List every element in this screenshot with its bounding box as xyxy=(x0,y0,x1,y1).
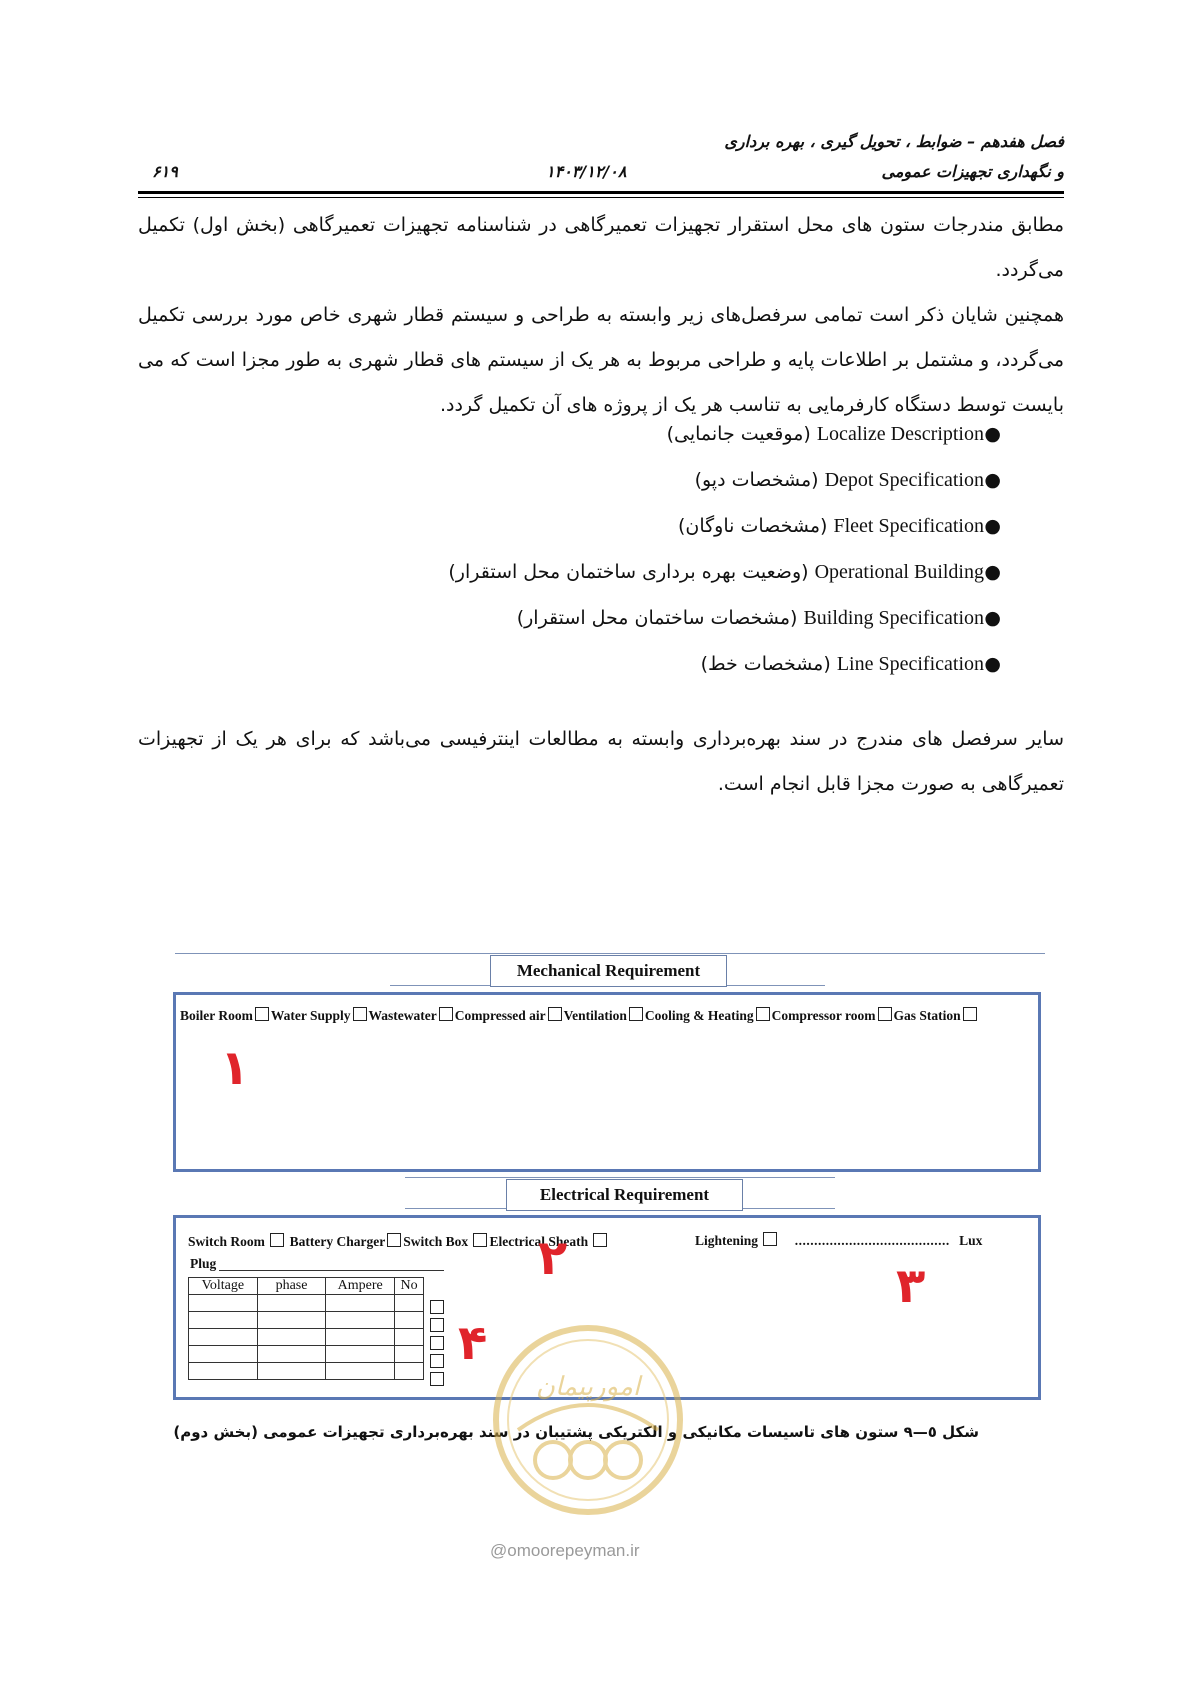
lightening-checkbox[interactable] xyxy=(763,1232,777,1246)
plug-label: Plug xyxy=(190,1256,217,1271)
plug-row-checkbox[interactable] xyxy=(430,1336,444,1350)
page-number: ۶۱۹ xyxy=(152,162,178,181)
lux-label: Lux xyxy=(959,1233,983,1248)
plug-underline xyxy=(219,1270,444,1271)
chapter-title-line1: فصل هفدهم – ضوابط ، تحویل گیری ، بهره برداری xyxy=(724,132,1064,151)
at-icon: @ xyxy=(490,1541,508,1560)
chapter-title-line2: و نگهداری تجهیزات عمومی xyxy=(881,162,1064,181)
mechanical-checkbox-row xyxy=(180,1007,979,1024)
lightening-label: Lightening xyxy=(695,1233,759,1248)
cooling-heating-checkbox[interactable] xyxy=(756,1007,770,1021)
paragraph-1-text: مطابق مندرجات ستون های محل استقرار تجهیزات تعمیرگاهی در شناسنامه تجهیزات تعمیرگاهی (بخش اول) تکمیل می‌گردد. xyxy=(138,214,1064,281)
plug-table xyxy=(188,1277,424,1380)
table-row xyxy=(189,1363,424,1380)
plug-row-checkbox[interactable] xyxy=(430,1318,444,1332)
plug-row-checkbox[interactable] xyxy=(430,1372,444,1386)
figure-caption: شکل ٥—٩ ستون های تاسیسات مکانیکی و الکتریکی پشتیبان در سند بهره‌برداری تجهیزات عمومی (بخش دوم) xyxy=(173,1423,979,1441)
battery-charger-label: Battery Charger xyxy=(289,1234,386,1249)
gas-station-label: Gas Station xyxy=(893,1008,961,1023)
boiler-room-checkbox[interactable] xyxy=(255,1007,269,1021)
paragraph-3-text: سایر سرفصل های مندرج در سند بهره‌برداری وابسته به مطالعات اینترفیسی می‌باشد که برای هر یک از تجهیزات تعمیرگاهی به صورت مجزا قابل انجام است. xyxy=(138,728,1064,795)
table-row xyxy=(189,1329,424,1346)
cooling-heating-label: Cooling & Heating xyxy=(644,1008,754,1023)
paragraph-3 xyxy=(138,717,1064,807)
water-supply-label: Water Supply xyxy=(270,1008,351,1023)
column-phase: phase xyxy=(257,1278,326,1295)
plug-table-header xyxy=(189,1278,424,1295)
wastewater-label: Wastewater xyxy=(368,1008,437,1023)
paragraph-2-text: همچنین شایان ذکر است تمامی سرفصل‌های زیر وابسته به طراحی و سیستم قطار شهری خاص مورد بررسی تکمیل می‌گردد، و مشتمل بر اطلاعات پایه و طراحی مربوط به هر یک از سیستم های قطار شهری به طور مجزا است که می بایست توسط دستگاه کارفرمایی به تناسب هر یک از پروژه های آن تکمیل گردد. xyxy=(138,304,1064,416)
compressed-air-label: Compressed air xyxy=(454,1008,546,1023)
electrical-title: Electrical Requirement xyxy=(506,1179,743,1211)
compressor-room-label: Compressor room xyxy=(771,1008,876,1023)
list-item: ● Building Specification (مشخصات ساختمان محل استقرار) xyxy=(516,607,1001,629)
watermark-logo xyxy=(488,1320,688,1520)
plug-row-checkbox[interactable] xyxy=(430,1354,444,1368)
plug-row-checkbox[interactable] xyxy=(430,1300,444,1314)
paragraph-2 xyxy=(138,293,1064,428)
header-rule-thin xyxy=(138,197,1064,198)
lightening-row xyxy=(695,1232,982,1249)
list-item: ● Line Specification (مشخصات خط) xyxy=(700,653,1001,675)
divider xyxy=(175,953,1045,954)
svg-text:امورپیمان: امورپیمان xyxy=(535,1372,641,1402)
table-row xyxy=(189,1312,424,1329)
header-date: ۱۴۰۳/۱۲/۰۸ xyxy=(546,162,627,181)
switch-room-checkbox[interactable] xyxy=(270,1233,284,1247)
lux-fill-line: ........................................ xyxy=(794,1233,950,1248)
table-row xyxy=(189,1346,424,1363)
watermark-url: @omoorepeyman.ir xyxy=(490,1541,640,1560)
electrical-sheath-label: Electrical Sheath xyxy=(489,1234,589,1249)
column-no: No xyxy=(395,1278,424,1295)
paragraph-1 xyxy=(138,203,1064,293)
mechanical-title: Mechanical Requirement xyxy=(490,955,727,987)
logo-seal-icon xyxy=(488,1320,688,1520)
list-item: ● Fleet Specification (مشخصات ناوگان) xyxy=(677,515,1001,537)
ventilation-label: Ventilation xyxy=(563,1008,627,1023)
ventilation-checkbox[interactable] xyxy=(629,1007,643,1021)
wastewater-checkbox[interactable] xyxy=(439,1007,453,1021)
switch-room-label: Switch Room xyxy=(188,1234,265,1249)
list-item: ● Depot Specification (مشخصات دپو) xyxy=(694,469,1001,491)
battery-charger-checkbox[interactable] xyxy=(387,1233,401,1247)
boiler-room-label: Boiler Room xyxy=(180,1008,253,1023)
annotation-marker-4: ۴ xyxy=(458,1315,488,1371)
column-ampere: Ampere xyxy=(326,1278,395,1295)
column-voltage: Voltage xyxy=(189,1278,258,1295)
compressed-air-checkbox[interactable] xyxy=(548,1007,562,1021)
list-item: ● Operational Building (وضعیت بهره برداری ساختمان محل استقرار) xyxy=(448,561,1001,583)
annotation-marker-3: ۳ xyxy=(896,1258,926,1314)
bullet-list xyxy=(138,411,1064,687)
water-supply-checkbox[interactable] xyxy=(353,1007,367,1021)
plug-row-checkboxes xyxy=(430,1300,444,1390)
electrical-sheath-checkbox[interactable] xyxy=(593,1233,607,1247)
gas-station-checkbox[interactable] xyxy=(963,1007,977,1021)
compressor-room-checkbox[interactable] xyxy=(878,1007,892,1021)
header-rule-thick xyxy=(138,191,1064,194)
switch-box-checkbox[interactable] xyxy=(473,1233,487,1247)
annotation-marker-2: ۲ xyxy=(538,1230,568,1286)
divider xyxy=(405,1177,835,1178)
table-row xyxy=(189,1295,424,1312)
switch-box-label: Switch Box xyxy=(403,1234,469,1249)
annotation-marker-1: ۱ xyxy=(220,1040,250,1096)
list-item: ● Localize Description (موقعیت جانمایی) xyxy=(666,423,1001,445)
